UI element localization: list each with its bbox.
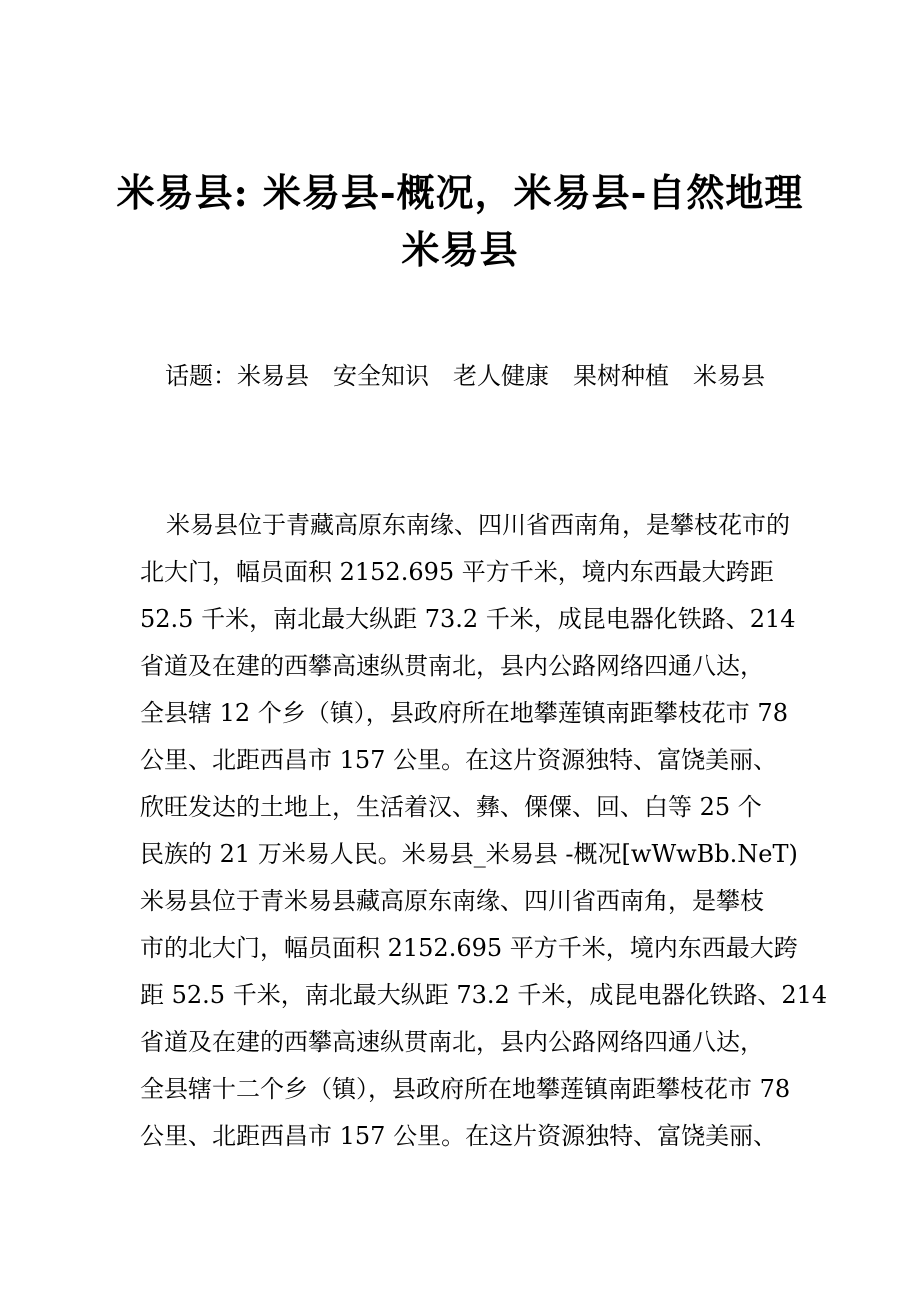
body-line: 米易县位于青米易县藏高原东南缘、四川省西南角，是攀枝 [140,887,764,915]
body-line: 北大门，幅员面积 2152.695 平方千米，境内东西最大跨距 [140,558,774,586]
body-line: 省道及在建的西攀高速纵贯南北，县内公路网络四通八达， [140,1028,764,1056]
body-line: 欣旺发达的土地上，生活着汉、彝、傈僳、回、白等 25 个 [140,793,762,821]
body-line: 市的北大门，幅员面积 2152.695 平方千米，境内东西最大跨 [140,934,798,962]
body-line: 公里、北距西昌市 157 公里。在这片资源独特、富饶美丽、 [140,746,778,774]
body-line: 省道及在建的西攀高速纵贯南北，县内公路网络四通八达， [140,652,764,680]
body-line: 距 52.5 千米，南北最大纵距 73.2 千米，成昆电器化铁路、214 [140,981,828,1009]
body-line: 52.5 千米，南北最大纵距 73.2 千米，成昆电器化铁路、214 [140,605,796,633]
body-line: 民族的 21 万米易人民。米易县_米易县 -概况[wWwBb.NeT) [140,840,798,868]
topic-link[interactable]: 米易县 [237,362,309,390]
body-line: 公里、北距西昌市 157 公里。在这片资源独特、富饶美丽、 [140,1122,778,1150]
topic-link[interactable]: 老人健康 [453,362,549,390]
topic-link[interactable]: 安全知识 [333,362,429,390]
body-line: 全县辖十二个乡（镇），县政府所在地攀莲镇南距攀枝花市 78 [140,1075,791,1103]
topic-link[interactable]: 米易县 [693,362,765,390]
topics-row [165,358,765,394]
topics-label: 话题： [165,362,237,390]
body-line: 米易县位于青藏高原东南缘、四川省西南角，是攀枝花市的 [166,511,790,539]
document-title-line-1: 米易县: 米易县-概况，米易县-自然地理 [116,170,804,215]
article-body [140,502,828,1160]
topic-link[interactable]: 果树种植 [573,362,669,390]
body-line: 全县辖 12 个乡（镇），县政府所在地攀莲镇南距攀枝花市 78 [140,699,788,727]
document-title-line-2: 米易县 [401,227,519,272]
